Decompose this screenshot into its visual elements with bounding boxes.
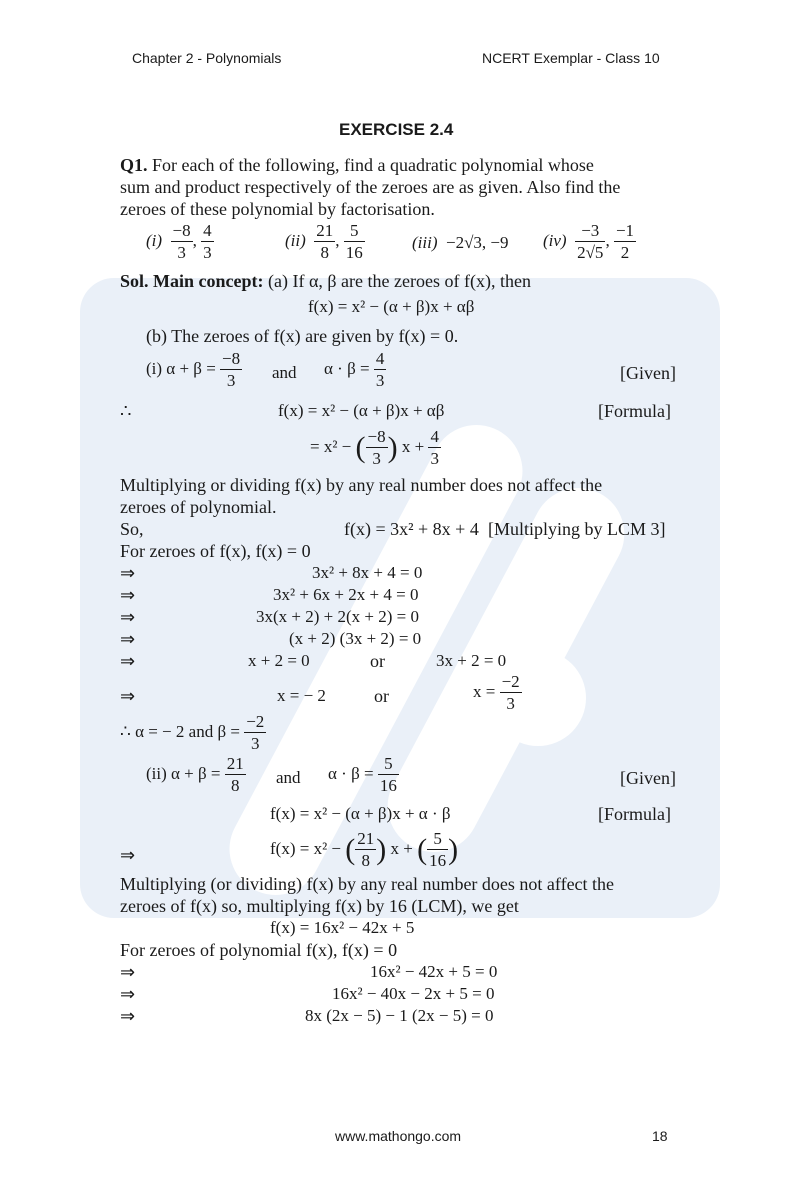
zeroes-condition-2: For zeroes of polynomial f(x), f(x) = 0 (120, 940, 398, 960)
part-label: (iv) (543, 230, 567, 250)
step-6b (473, 673, 522, 713)
fraction: $\frac{4}{3}$ (430, 427, 439, 468)
multiply-note-2: zeroes of polynomial. (120, 497, 277, 517)
question-text-1: For each of the following, find a quadratic polynomial whose (152, 155, 594, 175)
sum-label: (i) α + β = (146, 358, 216, 378)
step-5a: x + 2 = 0 (248, 651, 310, 670)
implies-symbol: ⇒ (120, 563, 136, 583)
question-part-iv: (iv) $\frac{-3}{2√5}$ , $\frac{-1}{2}$ (543, 221, 635, 262)
or-word: or (370, 651, 385, 671)
implies-symbol: ⇒ (120, 962, 136, 982)
fraction: $\frac{21}{8}$ (316, 221, 334, 262)
part-ii-formula: f(x) = x² − (α + β)x + α · β (270, 804, 451, 823)
part-label: (i) (146, 230, 163, 250)
exercise-title: EXERCISE 2.4 (339, 120, 454, 139)
fraction: $\frac{-8}{3}$ (367, 427, 386, 468)
sub-middle: x + (390, 838, 413, 858)
step-6a: x = − 2 (277, 686, 326, 705)
step-7: 16x² − 42x + 5 = 0 (370, 962, 498, 981)
implies-symbol: ⇒ (120, 585, 136, 605)
and-word: and (276, 768, 301, 787)
part-value: −2√3, −9 (446, 233, 509, 252)
fraction: $\frac{5}{16}$ (379, 754, 397, 795)
multiply-note-4: zeroes of f(x) so, multiplying f(x) by 16 (LCM), we get (120, 896, 519, 916)
question-part-i: (i) $\frac{-8}{3}$ , $\frac{4}{3}$ (146, 221, 212, 262)
and-word: and (272, 363, 297, 382)
given-tag: [Given] (620, 768, 676, 788)
step-8: 16x² − 40x − 2x + 5 = 0 (332, 984, 495, 1003)
formula-tag: [Formula] (598, 804, 671, 824)
part-i-formula: f(x) = x² − (α + β)x + αβ (278, 401, 445, 420)
fraction: $\frac{-1}{2}$ (615, 221, 635, 262)
formula-tag: [Formula] (598, 401, 671, 421)
question-part-iii (412, 234, 509, 251)
implies-symbol: ⇒ (120, 686, 136, 706)
part-ii-substitution: f(x) = x² − ( $\frac{21}{8}$ ) x + ( $\frac{5}{16}$ ) (270, 829, 459, 870)
lcm-tag: [Multiplying by LCM 3] (488, 519, 666, 539)
product-label: α · β = (328, 763, 374, 783)
question-line-1 (120, 156, 594, 174)
fraction: $\frac{-3}{2√5}$ (577, 221, 604, 262)
page-number: 18 (652, 1128, 668, 1144)
concept-a-text: (a) If α, β are the zeroes of f(x), then (268, 271, 531, 291)
zeroes-condition: For zeroes of f(x), f(x) = 0 (120, 541, 311, 561)
part-i-substitution: = x² − ( $\frac{-8}{3}$ ) x + $\frac{4}{3}$ (310, 427, 439, 468)
so-word: So, (120, 519, 144, 539)
product-label: α · β = (324, 358, 370, 378)
implies-symbol: ⇒ (120, 607, 136, 627)
step-2: 3x² + 6x + 2x + 4 = 0 (273, 585, 419, 604)
question-line-3: zeroes of these polynomial by factorisation. (120, 199, 435, 219)
part-i-result (120, 713, 266, 753)
solution-concept-a (120, 272, 531, 290)
question-line-2: sum and product respectively of the zeroes are as given. Also find the (120, 177, 621, 197)
multiply-note-3: Multiplying (or dividing) f(x) by any real number does not affect the (120, 874, 615, 894)
part-label: (ii) (285, 230, 306, 250)
given-tag: [Given] (620, 363, 676, 383)
part-label: (iii) (412, 233, 438, 252)
part-ii-product (328, 755, 399, 795)
general-formula: f(x) = x² − (α + β)x + αβ (308, 297, 475, 316)
result-text: ∴ α = − 2 and β = (120, 721, 240, 741)
header-book: NCERT Exemplar - Class 10 (482, 50, 660, 66)
part-i-polynomial: f(x) = 3x² + 8x + 4 (344, 519, 479, 539)
implies-symbol: ⇒ (120, 984, 136, 1004)
implies-symbol: ⇒ (120, 651, 136, 671)
sub-prefix: = x² − (310, 436, 352, 456)
step-4: (x + 2) (3x + 2) = 0 (289, 629, 422, 648)
step-1: 3x² + 8x + 4 = 0 (312, 563, 423, 582)
solution-label: Sol. Main concept: (120, 271, 264, 291)
sum-label: (ii) α + β = (146, 763, 221, 783)
implies-symbol: ⇒ (120, 1006, 136, 1026)
header-chapter: Chapter 2 - Polynomials (132, 50, 282, 66)
step-9: 8x (2x − 5) − 1 (2x − 5) = 0 (305, 1006, 494, 1025)
multiply-note-1: Multiplying or dividing f(x) by any real number does not affect the (120, 475, 603, 495)
therefore-symbol: ∴ (120, 401, 132, 421)
fraction: $\frac{4}{3}$ (375, 349, 385, 390)
fraction: $\frac{-2}{3}$ (501, 672, 520, 713)
part-ii-polynomial: f(x) = 16x² − 42x + 5 (270, 918, 415, 937)
fraction: $\frac{5}{16}$ (429, 829, 447, 870)
part-ii-sum (146, 755, 246, 795)
implies-symbol: ⇒ (120, 629, 136, 649)
sub-prefix: f(x) = x² − (270, 838, 342, 858)
fraction: $\frac{4}{3}$ (203, 221, 212, 262)
solution-concept-b: (b) The zeroes of f(x) are given by f(x) = 0. (146, 326, 459, 346)
x-equals: x = (473, 681, 496, 701)
implies-symbol: ⇒ (120, 845, 136, 865)
question-label: Q1. (120, 155, 148, 175)
or-word: or (374, 686, 389, 706)
question-part-ii: (ii) $\frac{21}{8}$ , $\frac{5}{16}$ (285, 221, 363, 262)
fraction: $\frac{-2}{3}$ (246, 712, 265, 753)
part-i-product (324, 350, 386, 390)
sub-middle: x + (401, 436, 425, 456)
footer-url[interactable]: www.mathongo.com (335, 1128, 462, 1144)
step-3: 3x(x + 2) + 2(x + 2) = 0 (256, 607, 419, 626)
fraction: $\frac{21}{8}$ (357, 829, 375, 870)
step-5b: 3x + 2 = 0 (436, 651, 507, 670)
fraction: $\frac{5}{16}$ (345, 221, 363, 262)
fraction: $\frac{-8}{3}$ (222, 349, 241, 390)
fraction: $\frac{-8}{3}$ (172, 221, 191, 262)
fraction: $\frac{21}{8}$ (226, 754, 244, 795)
part-i-sum (146, 350, 242, 390)
